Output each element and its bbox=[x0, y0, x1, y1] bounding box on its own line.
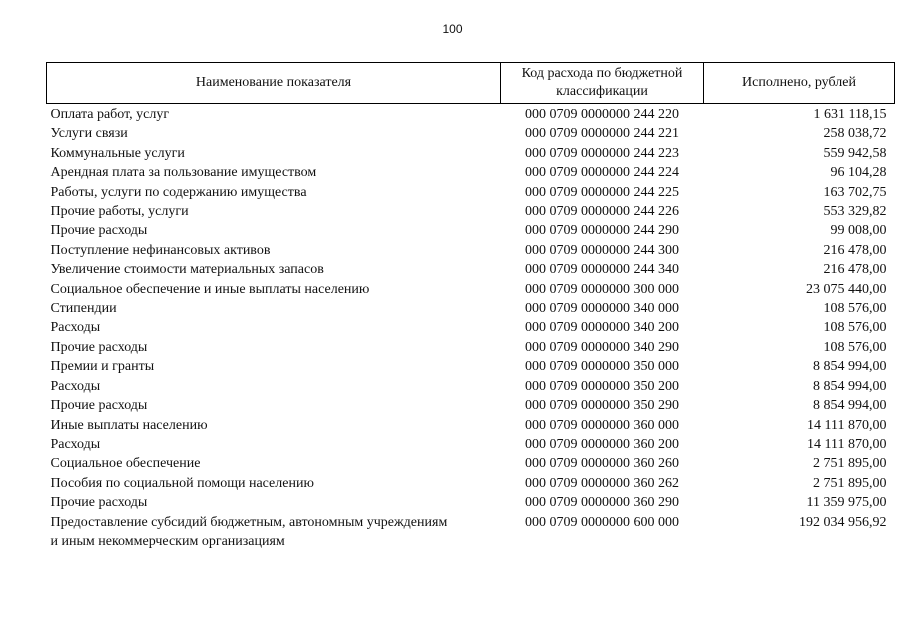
row-code: 000 0709 0000000 600 000 bbox=[525, 514, 679, 530]
row-name: Поступление нефинансовых активов bbox=[50, 242, 271, 258]
table-row bbox=[47, 474, 895, 493]
row-code: 000 0709 0000000 340 200 bbox=[525, 320, 679, 336]
row-name-line1: Предоставление субсидий бюджетным, автономным учреждениям bbox=[50, 514, 448, 530]
row-code: 000 0709 0000000 244 221 bbox=[525, 126, 679, 142]
row-amount: 553 329,82 bbox=[823, 204, 887, 220]
row-code: 000 0709 0000000 360 262 bbox=[525, 475, 679, 491]
header-amount: Исполнено, рублей bbox=[704, 63, 895, 104]
table-row bbox=[47, 202, 895, 221]
row-name: Премии и гранты bbox=[50, 359, 155, 375]
row-amount: 2 751 895,00 bbox=[813, 456, 887, 472]
row-code: 000 0709 0000000 300 000 bbox=[525, 281, 679, 297]
row-name: Работы, услуги по содержанию имущества bbox=[50, 184, 307, 200]
row-name: Прочие расходы bbox=[50, 495, 148, 511]
row-amount: 99 008,00 bbox=[830, 223, 887, 239]
row-amount: 108 576,00 bbox=[823, 301, 887, 317]
row-name: Увеличение стоимости материальных запасов bbox=[50, 262, 324, 278]
row-code: 000 0709 0000000 350 200 bbox=[525, 378, 679, 394]
table-row bbox=[47, 144, 895, 163]
table-row bbox=[47, 124, 895, 143]
row-amount: 258 038,72 bbox=[823, 126, 887, 142]
row-code: 000 0709 0000000 244 225 bbox=[525, 184, 679, 200]
table-row bbox=[47, 260, 895, 279]
table-row bbox=[47, 163, 895, 182]
row-name: Прочие расходы bbox=[50, 339, 148, 355]
header-name: Наименование показателя bbox=[47, 63, 501, 104]
table-row bbox=[47, 435, 895, 454]
row-code: 000 0709 0000000 244 340 bbox=[525, 262, 679, 278]
row-code: 000 0709 0000000 350 000 bbox=[525, 359, 679, 375]
row-amount: 96 104,28 bbox=[830, 165, 887, 181]
row-amount: 1 631 118,15 bbox=[813, 107, 887, 122]
row-code: 000 0709 0000000 244 220 bbox=[525, 107, 679, 122]
row-amount: 163 702,75 bbox=[823, 184, 887, 200]
row-amount: 8 854 994,00 bbox=[813, 359, 887, 375]
row-amount: 8 854 994,00 bbox=[813, 378, 887, 394]
row-name: Коммунальные услуги bbox=[50, 145, 185, 161]
row-code: 000 0709 0000000 244 223 bbox=[525, 145, 679, 161]
row-name: Арендная плата за пользование имуществом bbox=[50, 165, 317, 181]
row-code: 000 0709 0000000 244 226 bbox=[525, 204, 679, 220]
row-amount: 14 111 870,00 bbox=[807, 417, 887, 433]
row-amount: 216 478,00 bbox=[823, 262, 887, 278]
row-code: 000 0709 0000000 360 000 bbox=[525, 417, 679, 433]
table-row bbox=[47, 221, 895, 240]
table-row bbox=[47, 338, 895, 357]
table-row bbox=[47, 454, 895, 473]
row-code: 000 0709 0000000 340 290 bbox=[525, 339, 679, 355]
row-code: 000 0709 0000000 244 300 bbox=[525, 242, 679, 258]
table-row bbox=[47, 299, 895, 318]
row-code: 000 0709 0000000 244 290 bbox=[525, 223, 679, 239]
row-name: Расходы bbox=[50, 378, 101, 394]
row-amount: 108 576,00 bbox=[823, 339, 887, 355]
expenditure-table bbox=[46, 62, 895, 551]
row-amount: 23 075 440,00 bbox=[806, 281, 887, 297]
row-code: 000 0709 0000000 244 224 bbox=[525, 165, 679, 181]
row-name: Социальное обеспечение и иные выплаты населению bbox=[50, 281, 370, 297]
row-amount: 2 751 895,00 bbox=[813, 475, 887, 491]
table-row bbox=[47, 280, 895, 299]
table-row bbox=[47, 183, 895, 202]
page-number: 100 bbox=[442, 22, 463, 36]
table-row bbox=[47, 513, 895, 552]
row-name: Услуги связи bbox=[50, 126, 128, 142]
table-row bbox=[47, 396, 895, 415]
row-code: 000 0709 0000000 360 200 bbox=[525, 436, 679, 452]
row-name bbox=[47, 513, 501, 552]
row-name: Прочие расходы bbox=[50, 398, 148, 414]
row-code: 000 0709 0000000 340 000 bbox=[525, 301, 679, 317]
table-body bbox=[47, 104, 895, 552]
table-header bbox=[47, 63, 895, 104]
table-row bbox=[47, 104, 895, 125]
row-amount: 14 111 870,00 bbox=[807, 436, 887, 452]
row-name: Прочие работы, услуги bbox=[50, 204, 189, 220]
table-row bbox=[47, 318, 895, 337]
row-code: 000 0709 0000000 360 260 bbox=[525, 456, 679, 472]
row-amount: 216 478,00 bbox=[823, 242, 887, 258]
row-amount: 11 359 975,00 bbox=[806, 495, 887, 511]
table-row bbox=[47, 241, 895, 260]
row-amount: 559 942,58 bbox=[823, 145, 887, 161]
table-row bbox=[47, 416, 895, 435]
row-name: Социальное обеспечение bbox=[50, 456, 201, 472]
row-name: Прочие расходы bbox=[50, 223, 148, 239]
row-code: 000 0709 0000000 350 290 bbox=[525, 398, 679, 414]
table-header-row bbox=[47, 63, 895, 104]
table-row bbox=[47, 377, 895, 396]
row-name: Оплата работ, услуг bbox=[50, 107, 170, 122]
row-code: 000 0709 0000000 360 290 bbox=[525, 495, 679, 511]
row-name-line2: и иным некоммерческим организациям bbox=[50, 533, 285, 549]
table-row bbox=[47, 357, 895, 376]
table-row bbox=[47, 493, 895, 512]
row-name: Стипендии bbox=[50, 301, 117, 317]
row-amount: 108 576,00 bbox=[823, 320, 887, 336]
row-name: Пособия по социальной помощи населению bbox=[50, 475, 314, 491]
row-name: Иные выплаты населению bbox=[50, 417, 208, 433]
row-name: Расходы bbox=[50, 436, 101, 452]
row-amount: 192 034 956,92 bbox=[799, 514, 887, 530]
header-code: Код расхода по бюджетной классификации bbox=[501, 63, 704, 104]
row-amount: 8 854 994,00 bbox=[813, 398, 887, 414]
row-name: Расходы bbox=[50, 320, 101, 336]
